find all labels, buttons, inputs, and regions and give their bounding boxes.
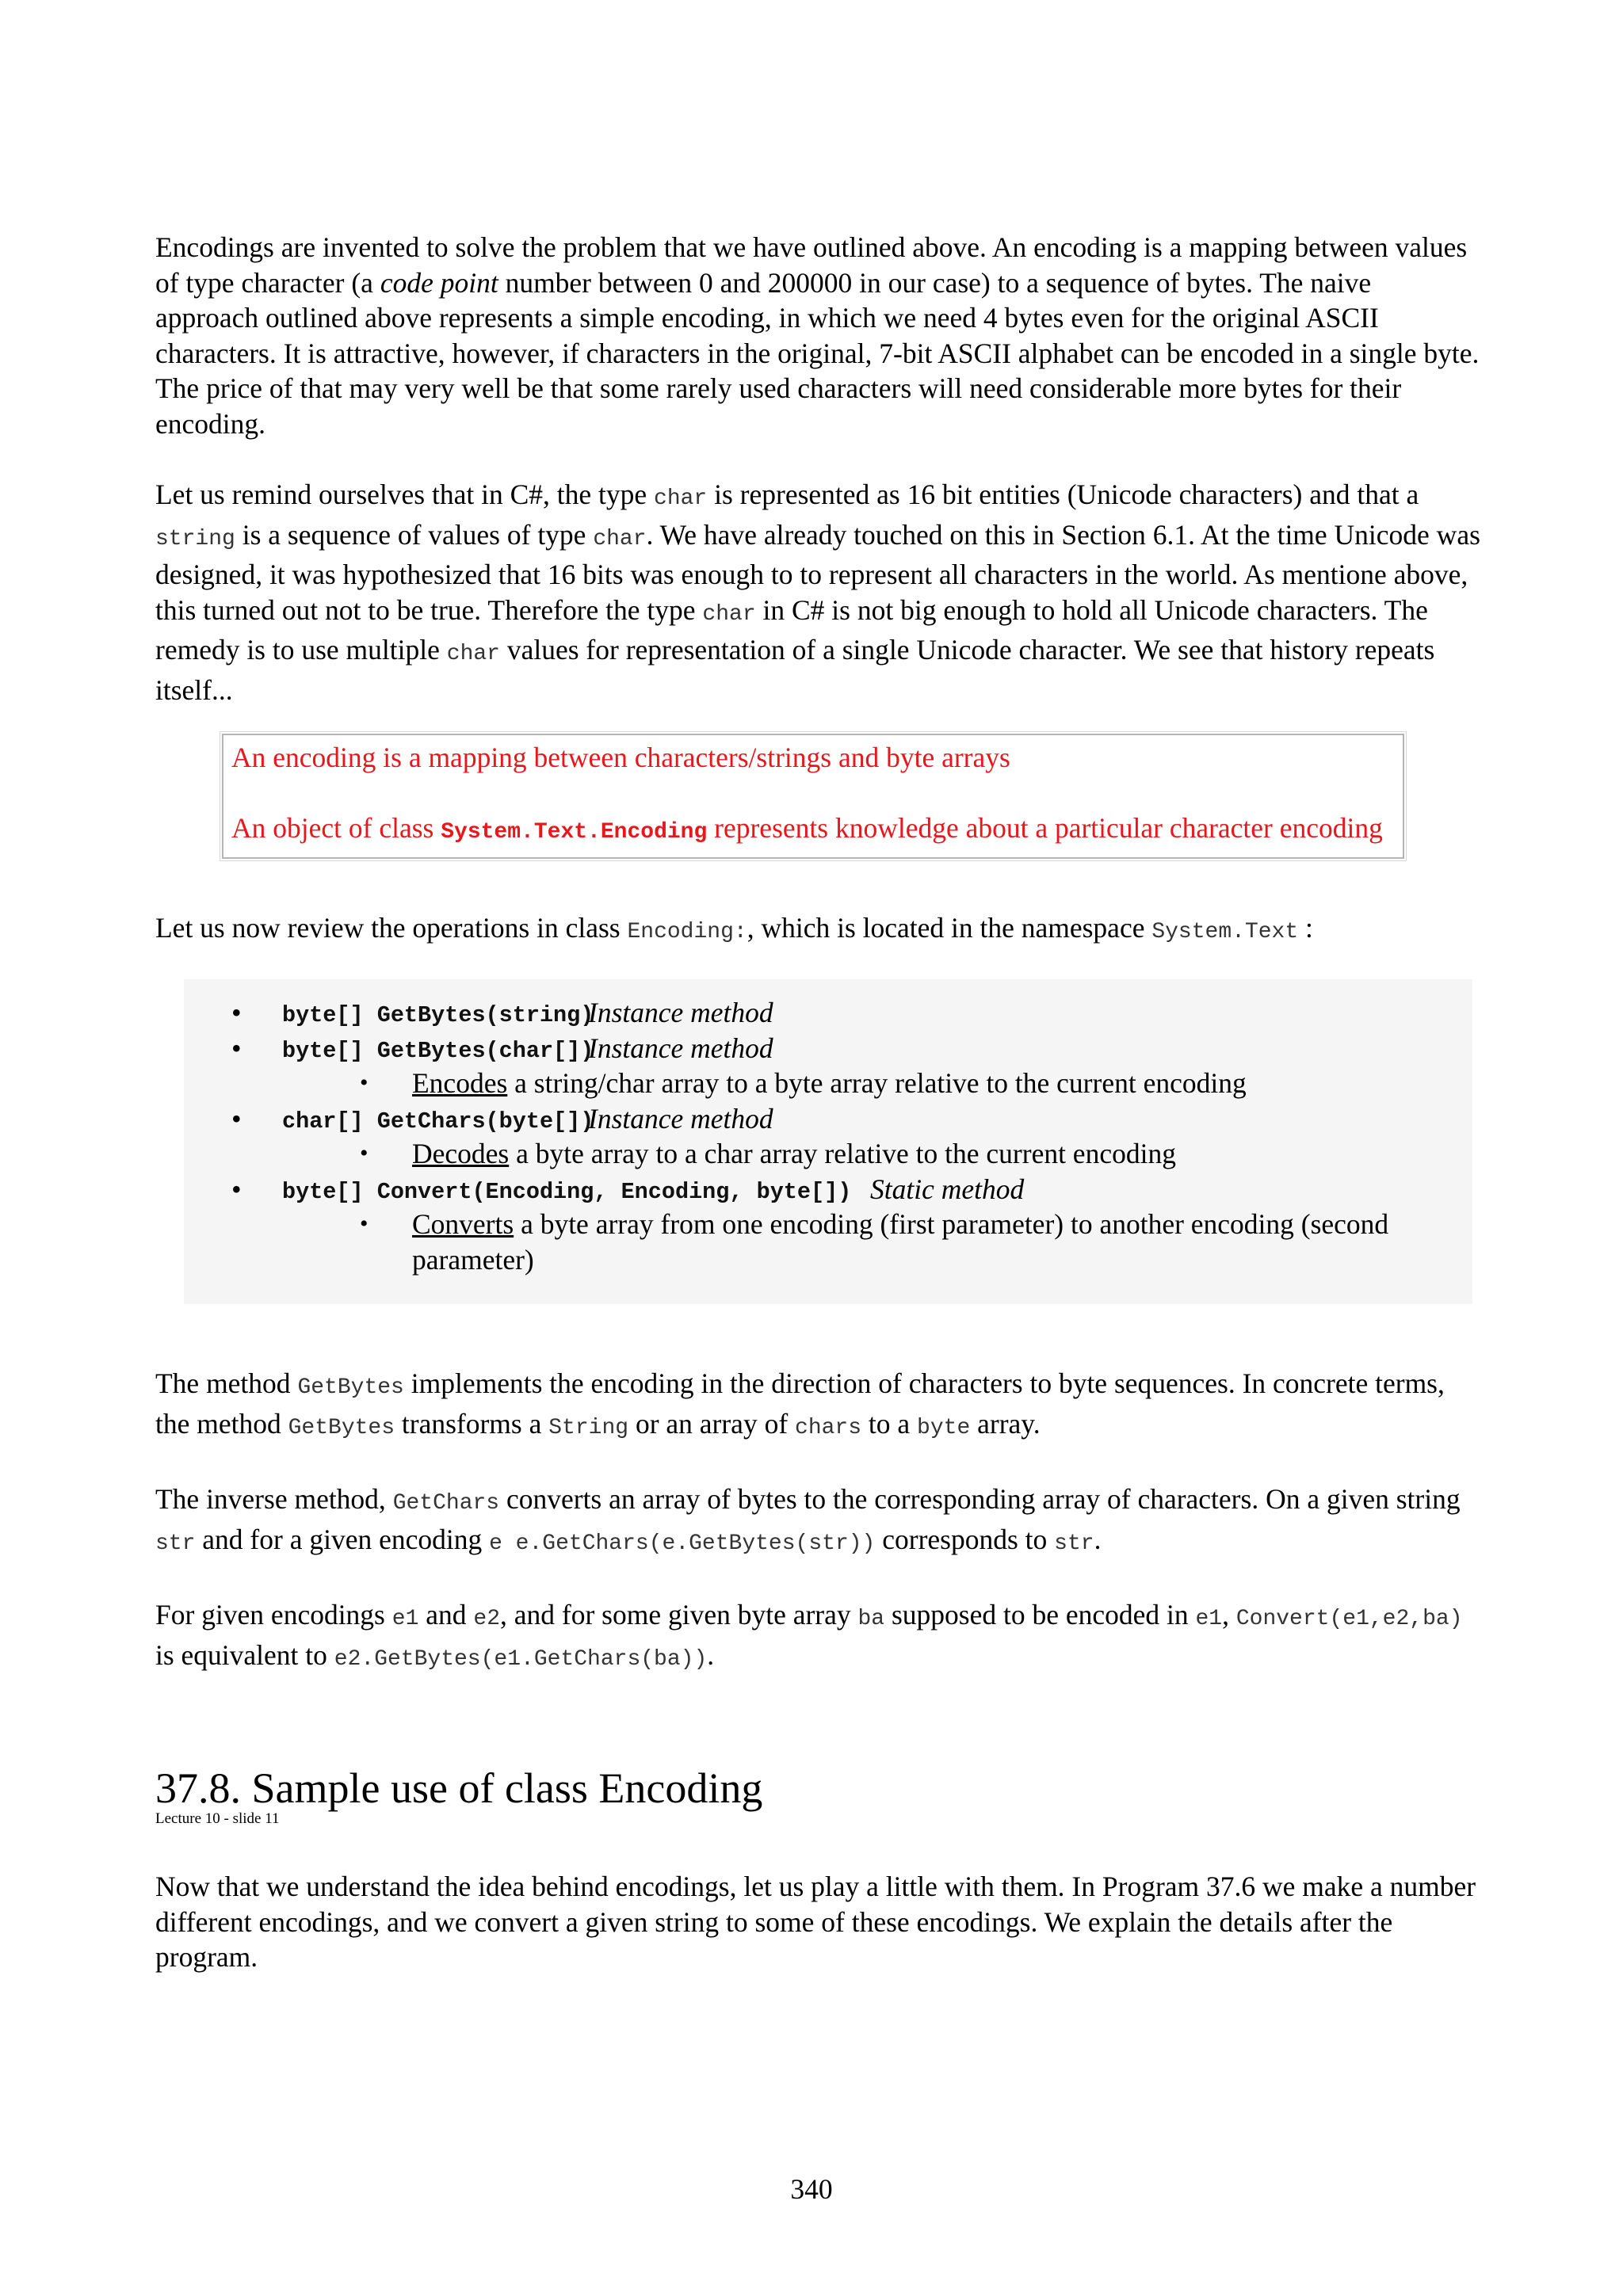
- operation-kind: Static method: [870, 1173, 1025, 1205]
- code-getchars: GetChars: [392, 1491, 500, 1516]
- operation-getchars: [184, 1101, 1472, 1137]
- operation-description-decodes: • Decodes a byte array to a char array relative to the current encoding: [184, 1136, 1472, 1172]
- page-number: 340: [790, 2173, 833, 2205]
- paragraph-getbytes: The method GetBytes implements the encoding in the direction of characters to byte sequences. In concrete terms, the method GetBytes transforms a String or an array of chars to a byte array.: [155, 1367, 1445, 1440]
- operation-signature: byte[] GetBytes(string): [282, 1002, 594, 1028]
- bullet-icon: •: [360, 1211, 369, 1237]
- code-e1: e1: [391, 1607, 419, 1631]
- code-roundtrip-expression: e e.GetChars(e.GetBytes(str)): [489, 1531, 876, 1556]
- code-str: str: [155, 1531, 196, 1556]
- paragraph-sample-intro: Now that we understand the idea behind encodings, let us play a little with them. In Program 37.6 we make a number different encodings, and we convert a given string to some of these encodings. We explain the details after the program.: [155, 1871, 1476, 1973]
- code-convert-call: Convert(e1,e2,ba): [1235, 1607, 1463, 1631]
- code-e1: e1: [1195, 1607, 1223, 1631]
- operation-kind: Instance method: [588, 1032, 773, 1064]
- paragraph-char-type: Let us remind ourselves that in C#, the type char is represented as 16 bit entities (Unicode characters) and that a string is a sequence of values of type char. We have already touched on this in Section 6.1. At the time Unicode was designed, it was hypothesized that 16 bits was enough to to represent all characters in the world. As mentione above, this turned out not to be true. Therefore the type char in C# is not big enough to hold all Unicode characters. The remedy is to use multiple char values for representation of a single Unicode character. We see that history repeats itself...: [155, 479, 1480, 706]
- operation-convert: [184, 1172, 1472, 1207]
- bullet-icon: •: [360, 1140, 369, 1166]
- code-getbytes: GetBytes: [288, 1415, 395, 1440]
- operation-description-encodes: • Encodes a string/char array to a byte array relative to the current encoding: [184, 1066, 1472, 1101]
- term-encodes: Encodes: [412, 1067, 508, 1099]
- paragraph-operations-intro: Let us now review the operations in class Encoding:, which is located in the namespace System.Text :: [155, 911, 1313, 944]
- code-encoding: Encoding:: [627, 919, 747, 944]
- paragraph-getchars: The inverse method, GetChars converts an array of bytes to the corresponding array of characters. On a given string str and for a given encoding e e.GetChars(e.GetBytes(str)) corresponds to str.: [155, 1483, 1461, 1556]
- paragraph-convert: For given encodings e1 and e2, and for some given byte array ba supposed to be encoded in e1, Convert(e1,e2,ba) is equivalent to e2.GetBytes(e1.GetChars(ba)).: [155, 1599, 1463, 1672]
- code-system-text-encoding: System.Text.Encoding: [441, 820, 708, 845]
- operations-list: [184, 979, 1472, 1304]
- term-decodes: Decodes: [412, 1138, 510, 1169]
- code-equivalent-expression: e2.GetBytes(e1.GetChars(ba)): [334, 1646, 708, 1672]
- code-ba: ba: [857, 1607, 885, 1631]
- operation-kind: Instance method: [588, 1102, 773, 1135]
- code-string: string: [155, 526, 235, 551]
- code-string-type: String: [548, 1415, 629, 1440]
- term-converts: Converts: [412, 1208, 514, 1240]
- operation-signature: byte[] GetBytes(char[]): [282, 1037, 594, 1064]
- slide-reference-link[interactable]: Lecture 10 - slide 11: [155, 1810, 280, 1827]
- code-byte: byte: [917, 1415, 971, 1440]
- code-system-text: System.Text: [1151, 919, 1299, 944]
- code-chars: chars: [795, 1415, 862, 1440]
- operation-description-converts: • Converts a byte array from one encoding (first parameter) to another encoding (second parameter): [360, 1208, 1389, 1276]
- operation-signature: byte[] Convert(Encoding, Encoding, byte[]): [282, 1178, 852, 1205]
- section-heading: 37.8. Sample use of class Encoding: [155, 1764, 763, 1812]
- code-e2: e2: [473, 1607, 500, 1631]
- code-str: str: [1054, 1531, 1094, 1556]
- bullet-icon: •: [231, 1032, 242, 1064]
- operation-kind: Instance method: [588, 997, 773, 1028]
- paragraph-encodings-intro: Encodings are invented to solve the problem that we have outlined above. An encoding is a mapping between values of type character (a code point number between 0 and 200000 in our case) to a sequence of bytes. The naive approach outlined above represents a simple encoding, in which we need 4 bytes even for the original ASCII characters. It is attractive, however, if characters in the original, 7-bit ASCII alphabet can be encoded in a single byte. The price of that may very well be that some rarely used characters will need considerable more bytes for their encoding.: [155, 231, 1480, 440]
- code-getbytes: GetBytes: [297, 1375, 404, 1400]
- highlight-line-mapping: An encoding is a mapping between characters/strings and byte arrays: [231, 742, 1010, 773]
- code-char: char: [593, 526, 647, 551]
- bullet-icon: •: [231, 1173, 242, 1205]
- term-code-point: code point: [380, 266, 498, 299]
- document-page: [155, 230, 1480, 1975]
- code-char: char: [702, 601, 756, 627]
- bullet-icon: •: [231, 1102, 242, 1135]
- operation-signature: char[] GetChars(byte[]): [282, 1108, 594, 1135]
- operation-getbytes-string: [184, 995, 1472, 1031]
- code-char: char: [446, 642, 500, 666]
- code-char: char: [654, 486, 708, 511]
- operation-getbytes-chararray: [184, 1031, 1472, 1066]
- bullet-icon: •: [231, 997, 242, 1028]
- highlight-line-class: An object of class System.Text.Encoding represents knowledge about a particular character encoding: [231, 812, 1383, 845]
- bullet-icon: •: [360, 1070, 369, 1096]
- highlight-box: [222, 734, 1404, 859]
